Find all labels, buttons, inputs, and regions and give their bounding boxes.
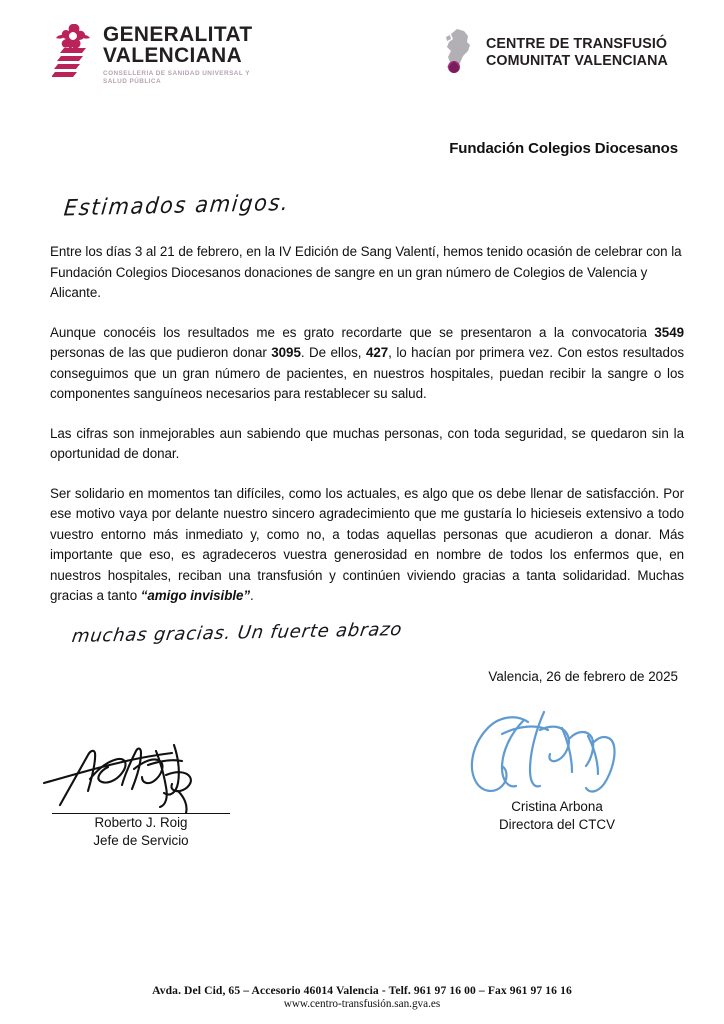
text-run: Aunque conocéis los resultados me es grato recordarte que se presentaron a la convocatoria	[50, 324, 655, 340]
generalitat-line-2: VALENCIANA	[103, 43, 243, 67]
ctcv-line-2: COMUNITAT VALENCIANA	[486, 52, 669, 69]
text-run: Entre los días 3 al 21 de febrero, en la IV Edición de Sang Valentí, hemos tenido ocasión de celebrar con la Fundación Colegios Diocesanos donaciones de sangre en un gran número de Colegios de Valencia y Alicante.	[50, 244, 682, 300]
letter-body	[50, 189, 684, 647]
signature-name-left: Roberto J. Roig	[94, 815, 188, 830]
paragraph-4	[50, 484, 684, 607]
generalitat-wordmark	[103, 22, 257, 87]
text-run: 427	[365, 345, 389, 360]
handwritten-greeting: Estimados amigos.	[62, 189, 291, 221]
text-run: Ser solidario en momentos tan difíciles, como los actuales, es algo que os debe llenar de satisfacción. Por ese motivo vaya por delante nuestro sincero agradecimiento que me gustaría lo hicieseis extensivo a todo vuestro entorno más inmediato y, como no, a todas aquellas personas que acudieron a donar. Más importante que eso, es agradeceros vuestra generosidad en nombre de todos los enfermos que, en nuestros hospitales, reciban una transfusión y continúen viviendo gracias a tanta solidaridad. Muchas gracias a tanto	[50, 485, 684, 603]
text-run: , lo hacían por primera vez. Con estos resultados conseguimos que un gran número de pacientes, en nuestros hospitales, puedan recibir la sangre o los componentes sanguíneos necesarios para restablecer su salud.	[50, 345, 684, 401]
generalitat-line-1: GENERALITAT	[103, 22, 253, 46]
signature-block-left	[26, 735, 256, 850]
signature-ink-roberto-roig	[26, 735, 256, 813]
handwritten-closing: muchas gracias. Un fuerte abrazo	[70, 618, 404, 647]
signature-name-right: Cristina Arbona	[511, 799, 603, 814]
centre-de-transfusio-logo	[440, 28, 680, 76]
signature-block-right	[432, 700, 682, 834]
text-run: .	[250, 588, 254, 603]
ctcv-line-1: CENTRE DE TRANSFUSIÓ	[486, 35, 668, 52]
footer	[0, 984, 724, 1010]
conselleria-subtitle-line-2: Y SALUD PÚBLICA	[103, 70, 250, 86]
addressee: Fundación Colegios Diocesanos	[449, 140, 678, 157]
paragraph-1	[50, 242, 684, 304]
letterhead	[0, 18, 724, 98]
text-run: Las cifras son inmejorables aun sabiendo que muchas personas, con toda seguridad, se quedaron sin la oportunidad de donar.	[50, 425, 684, 461]
generalitat-valenciana-emblem-icon	[52, 22, 96, 84]
footer-address: Avda. Del Cid, 65 – Accesorio 46014 Valencia - Telf. 961 97 16 00 – Fax 961 97 16 16	[152, 984, 572, 997]
conselleria-subtitle-line-1: CONSELLERIA DE SANIDAD UNIVERSAL	[103, 70, 244, 77]
text-run: 3095	[271, 345, 301, 360]
paragraph-3	[50, 424, 684, 465]
date-line: Valencia, 26 de febrero de 2025	[488, 669, 678, 684]
text-run: “amigo invisible”	[140, 588, 251, 603]
footer-url: www.centro-transfusión.san.gva.es	[283, 998, 441, 1010]
ctcv-wordmark	[486, 35, 680, 69]
signature-ink-cristina-arbona	[432, 700, 682, 798]
text-run: . De ellos,	[300, 345, 366, 360]
signature-role-left: Jefe de Servicio	[93, 833, 189, 848]
generalitat-valenciana-logo	[52, 22, 257, 87]
text-run: 3549	[654, 324, 684, 340]
conselleria-subtitle	[103, 70, 255, 87]
paragraph-2	[50, 323, 684, 405]
comunitat-valenciana-map-blood-drop-icon	[440, 28, 480, 76]
signature-role-right: Directora del CTCV	[498, 817, 616, 832]
text-run: personas de las que pudieron donar	[50, 345, 272, 360]
